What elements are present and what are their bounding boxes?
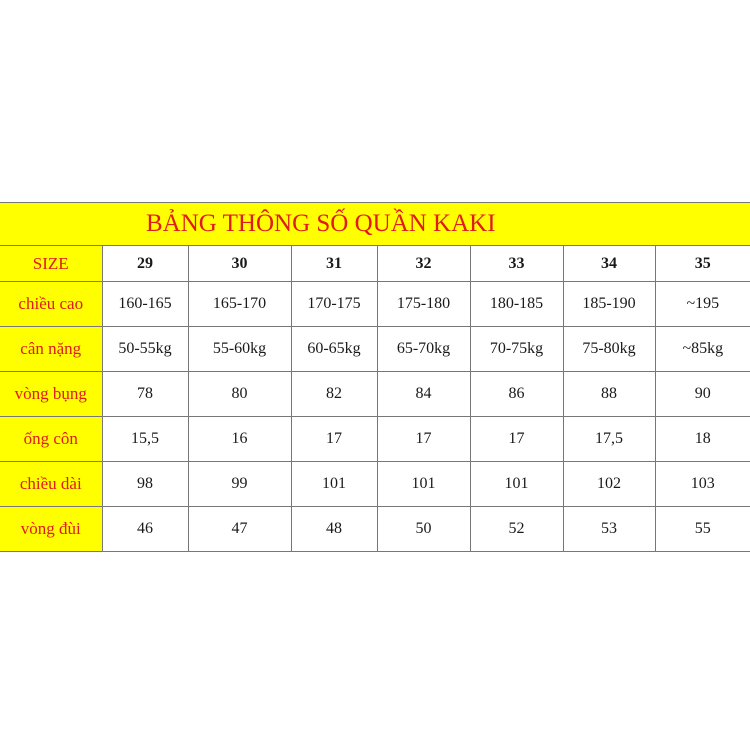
- size-label: SIZE: [0, 246, 102, 282]
- size-header-cell: 31: [291, 246, 377, 282]
- table-cell: 103: [655, 462, 750, 507]
- table-row: [0, 372, 750, 417]
- table-cell: 101: [377, 462, 470, 507]
- table-cell: 55: [655, 507, 750, 552]
- table-cell: 99: [188, 462, 291, 507]
- table-cell: 86: [470, 372, 563, 417]
- table-row: [0, 417, 750, 462]
- row-label: vòng đùi: [0, 507, 102, 552]
- table-cell: 170-175: [291, 282, 377, 327]
- table-cell: 160-165: [102, 282, 188, 327]
- table-cell: 17: [470, 417, 563, 462]
- table-cell: 60-65kg: [291, 327, 377, 372]
- table-cell: 101: [470, 462, 563, 507]
- table-cell: 78: [102, 372, 188, 417]
- row-label: chiều dài: [0, 462, 102, 507]
- table-title: BẢNG THÔNG SỐ QUẦN KAKI: [0, 203, 750, 246]
- table-row: [0, 462, 750, 507]
- size-header-cell: 33: [470, 246, 563, 282]
- row-label: chiều cao: [0, 282, 102, 327]
- row-label: ống côn: [0, 417, 102, 462]
- table-row: [0, 507, 750, 552]
- table-cell: 48: [291, 507, 377, 552]
- table-cell: 80: [188, 372, 291, 417]
- table-cell: 165-170: [188, 282, 291, 327]
- table-cell: 18: [655, 417, 750, 462]
- table-cell: 70-75kg: [470, 327, 563, 372]
- size-header-cell: 32: [377, 246, 470, 282]
- table-cell: 88: [563, 372, 655, 417]
- table-row: [0, 327, 750, 372]
- table-cell: 98: [102, 462, 188, 507]
- size-header-cell: 30: [188, 246, 291, 282]
- table-cell: 53: [563, 507, 655, 552]
- table-cell: 90: [655, 372, 750, 417]
- title-row: [0, 203, 750, 246]
- table-cell: 52: [470, 507, 563, 552]
- table-cell: 16: [188, 417, 291, 462]
- table-cell: 82: [291, 372, 377, 417]
- table-cell: 46: [102, 507, 188, 552]
- size-header-cell: 29: [102, 246, 188, 282]
- table-cell: 17: [377, 417, 470, 462]
- size-chart-table: [0, 202, 750, 552]
- table-cell: ~85kg: [655, 327, 750, 372]
- table-cell: 47: [188, 507, 291, 552]
- table-cell: 185-190: [563, 282, 655, 327]
- table-cell: 180-185: [470, 282, 563, 327]
- table-cell: 84: [377, 372, 470, 417]
- table-cell: 65-70kg: [377, 327, 470, 372]
- size-header-cell: 35: [655, 246, 750, 282]
- table-cell: 17: [291, 417, 377, 462]
- table-cell: 75-80kg: [563, 327, 655, 372]
- table-cell: 55-60kg: [188, 327, 291, 372]
- table-cell: 15,5: [102, 417, 188, 462]
- table-cell: 50-55kg: [102, 327, 188, 372]
- table-cell: 50: [377, 507, 470, 552]
- size-header-row: [0, 246, 750, 282]
- size-header-cell: 34: [563, 246, 655, 282]
- table-cell: 175-180: [377, 282, 470, 327]
- table-cell: 17,5: [563, 417, 655, 462]
- table-cell: 102: [563, 462, 655, 507]
- row-label: vòng bụng: [0, 372, 102, 417]
- table-row: [0, 282, 750, 327]
- table-cell: ~195: [655, 282, 750, 327]
- row-label: cân nặng: [0, 327, 102, 372]
- table-cell: 101: [291, 462, 377, 507]
